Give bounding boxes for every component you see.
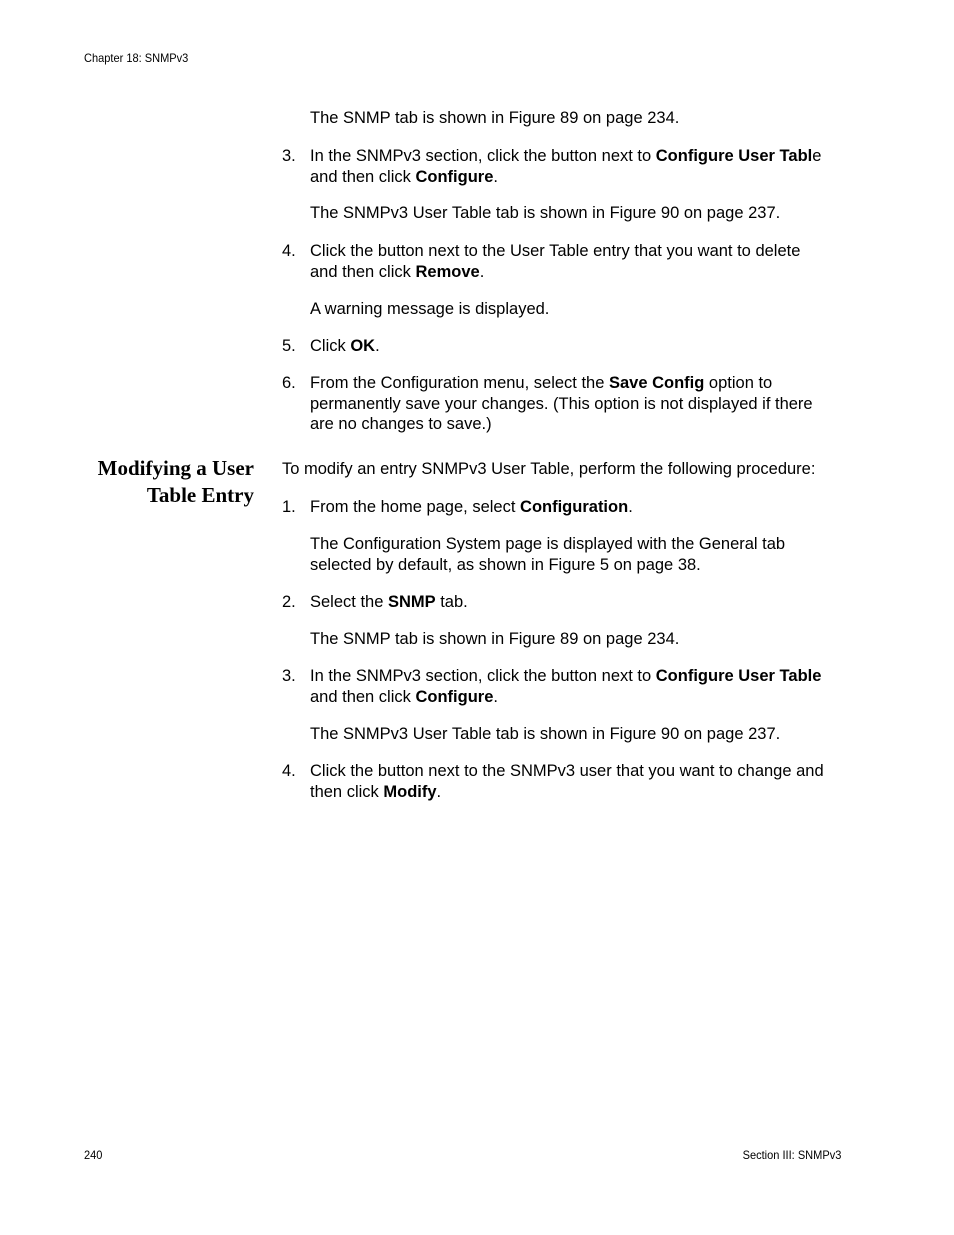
step-4-note: A warning message is displayed. xyxy=(310,300,550,318)
step-6-remove xyxy=(282,373,842,435)
step-3-modify xyxy=(282,666,842,708)
step-text: In the SNMPv3 section, click the button next to Configure User Table and then click Configure. xyxy=(310,667,822,706)
step-number: 6. xyxy=(282,374,296,392)
step-text: In the SNMPv3 section, click the button next to Configure User Table and then click Configure. xyxy=(310,147,822,186)
snmp-tab-note: The SNMP tab is shown in Figure 89 on page 234. xyxy=(310,109,680,127)
step-1-modify xyxy=(282,497,842,519)
step-3-remove xyxy=(282,146,842,188)
running-header: Chapter 18: SNMPv3 xyxy=(84,51,189,65)
step-2-modify xyxy=(282,592,842,614)
step-number: 3. xyxy=(282,667,296,685)
step-text: From the Configuration menu, select the Save Config option to permanently save your changes. (This option is not displayed if there are no changes to save.) xyxy=(310,374,813,433)
page-number: 240 xyxy=(84,1148,103,1162)
step-number: 3. xyxy=(282,147,296,165)
step-5-remove xyxy=(282,336,842,358)
step-text: Select the SNMP tab. xyxy=(310,593,468,611)
step-number: 5. xyxy=(282,337,296,355)
step-4-remove xyxy=(282,241,842,283)
step-4-modify xyxy=(282,761,842,803)
step-text: Click the button next to the User Table entry that you want to delete and then click Remove. xyxy=(310,242,801,281)
step-2-note: The SNMP tab is shown in Figure 89 on page 234. xyxy=(310,630,680,648)
step-1-note: The Configuration System page is displayed with the General tab selected by default, as shown in Figure 5 on page 38. xyxy=(310,535,786,574)
section-heading: Modifying a User Table Entry xyxy=(97,456,254,507)
step-number: 1. xyxy=(282,498,296,516)
step-text: Click OK. xyxy=(310,337,380,355)
step-text: Click the button next to the SNMPv3 user that you want to change and then click Modify. xyxy=(310,762,824,801)
running-footer-section: Section III: SNMPv3 xyxy=(742,1148,841,1162)
step-3-note: The SNMPv3 User Table tab is shown in Figure 90 on page 237. xyxy=(310,204,781,222)
step-number: 2. xyxy=(282,593,296,611)
step-text: From the home page, select Configuration. xyxy=(310,498,633,516)
step-3-note: The SNMPv3 User Table tab is shown in Figure 90 on page 237. xyxy=(310,725,781,743)
section-intro: To modify an entry SNMPv3 User Table, perform the following procedure: xyxy=(282,460,816,478)
step-number: 4. xyxy=(282,762,296,780)
step-number: 4. xyxy=(282,242,296,260)
